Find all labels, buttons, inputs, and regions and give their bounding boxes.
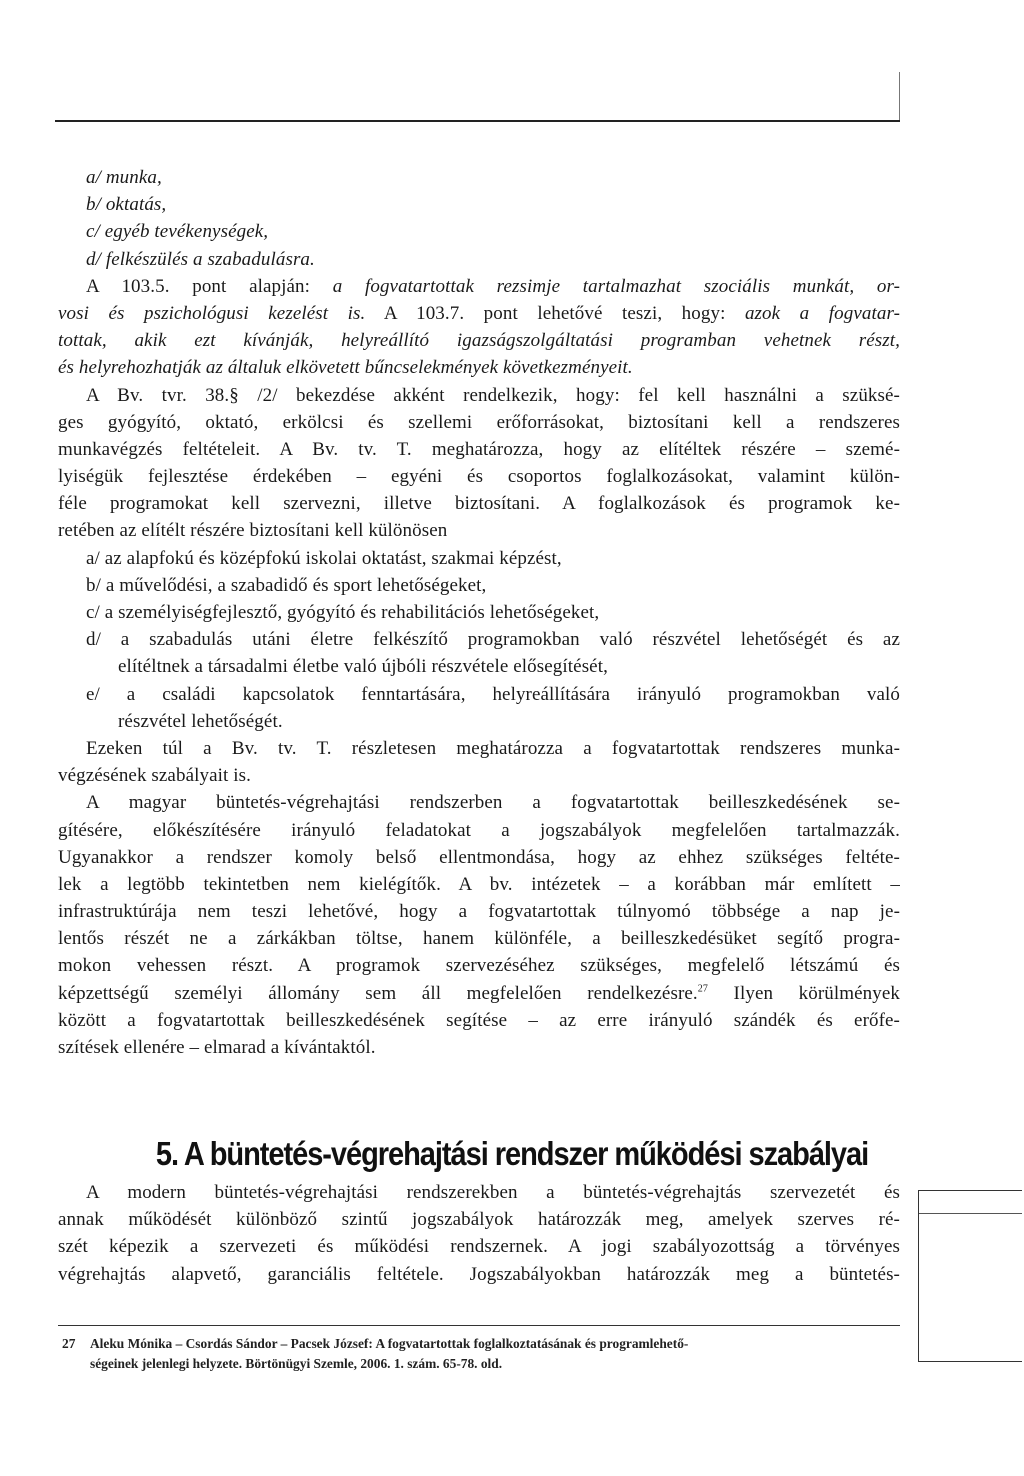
text-line: c/ a személyiségfejlesztő, gyógyító és rehabilitációs lehetőségeket, — [86, 602, 600, 623]
text-line: munkavégzés feltételeit. A Bv. tv. T. meghatározza, hogy az elítéltek részére – szemé- — [58, 438, 900, 460]
section-body-text — [58, 1179, 900, 1288]
text-line: Ezeken túl a Bv. tv. T. részletesen meghatározza a fogvatartottak rendszeres munka- — [86, 737, 900, 759]
body-text — [58, 164, 900, 1061]
text-line: retében az elítélt részére biztosítani kell különösen — [58, 520, 448, 542]
text-line — [58, 300, 900, 327]
text-line: a/ az alapfokú és középfokú iskolai oktatást, szakmai képzést, — [86, 547, 562, 569]
text-line: b/ oktatás, — [86, 194, 167, 216]
section-heading: 5. A büntetés-végrehajtási rendszer működési szabályai — [155, 1135, 869, 1172]
text-line: szítések ellenére – elmarad a kívántaktól. — [58, 1037, 376, 1058]
text-line: féle programokat kell szervezni, illetve biztosítani. A foglalkozások és programok ke- — [58, 493, 900, 515]
text-line: végrehajtás alapvető, garanciális feltétele. Jogszabályokban határozzák meg a büntetés- — [58, 1263, 900, 1285]
footnote — [62, 1334, 900, 1374]
text-line — [58, 354, 900, 381]
footnote-line-1 — [62, 1334, 900, 1354]
text-line: elítéltnek a társadalmi életbe való újbóli részvétele elősegítését, — [118, 656, 608, 678]
text-line: annak működését különböző szintű jogszabályok határozzák meg, amelyek szerves ré- — [58, 1209, 900, 1231]
text-run: tottak, akik ezt kívánják, helyreállító igazságszolgáltatási programban vehetnek részt, — [58, 330, 900, 352]
text-line: d/ felkészülés a szabadulásra. — [86, 248, 315, 270]
text-line: infrastruktúrája nem teszi lehetővé, hogy a fogvatartottak túlnyomó többsége a nap je- — [58, 901, 900, 923]
footnote-ref: 27 — [697, 983, 708, 995]
text-run: A 103.7. pont lehetővé teszi, hogy: — [365, 302, 745, 324]
text-line — [58, 273, 900, 300]
text-run: Ilyen körülmények — [707, 982, 900, 1004]
header-rule — [55, 120, 900, 122]
text-line: A magyar büntetés-végrehajtási rendszerben a fogvatartottak beilleszkedésének se- — [86, 792, 900, 814]
text-line: A Bv. tvr. 38.§ /2/ bekezdése akként rendelkezik, hogy: fel kell használni a szüksé- — [86, 384, 900, 406]
text-line: a/ munka, — [86, 167, 162, 188]
text-run: a fogvatartottak rezsimje tartalmazhat szociális munkát, or- — [332, 275, 900, 297]
text-line: A modern büntetés-végrehajtási rendszerekben a büntetés-végrehajtás szervezetét és — [86, 1182, 900, 1203]
text-run: azok a fogvatar- — [744, 302, 900, 324]
footnote-rule — [58, 1325, 900, 1326]
text-line: b/ a művelődési, a szabadidő és sport lehetőségeket, — [86, 574, 487, 596]
text-line: végzésének szabályait is. — [58, 765, 251, 787]
margin-marker — [899, 72, 900, 120]
text-line: lek a legtöbb tekintetben nem kielégítők. A bv. intézetek – a korábban már említett – — [58, 873, 900, 895]
footnote-line-2: ségeinek jelenlegi helyzete. Börtönügyi Szemle, 2006. 1. szám. 65-78. old. — [90, 1356, 503, 1371]
text-line: e/ a családi kapcsolatok fenntartására, helyreállítására irányuló programokban való — [86, 683, 900, 705]
text-run: vosi és pszichológusi kezelést is. — [58, 302, 366, 324]
text-line: d/ a szabadulás utáni életre felkészítő programokban való részvétel lehetőségét és az — [86, 629, 900, 651]
text-line: lentős részét ne a zárkákban töltse, hanem különféle, a beilleszkedésüket segítő progra- — [58, 928, 900, 950]
text-run: A 103.5. pont alapján: — [86, 275, 333, 297]
text-run: és helyrehozhatják az általuk elkövetett bűncselekmények következményeit. — [58, 357, 633, 379]
text-line — [58, 980, 900, 1007]
footnote-text-1: Aleku Mónika – Csordás Sándor – Pacsek József: A fogvatartottak foglalkoztatásának és programlehető- — [90, 1336, 689, 1351]
text-line: Ugyanakkor a rendszer komoly belső ellentmondása, hogy az ehhez szükséges feltéte- — [58, 846, 900, 868]
text-line: lyiségük fejlesztése érdekében – egyéni és csoportos foglalkozásokat, valamint külön- — [58, 466, 900, 488]
text-line: részvétel lehetőségét. — [118, 710, 283, 732]
footnote-number: 27 — [62, 1336, 76, 1351]
text-run: képzettségű személyi állomány sem áll megfelelően rendelkezésre. — [58, 982, 698, 1004]
text-line: mokon vehessen részt. A programok szervezéséhez szükséges, megfelelő létszámú és — [58, 955, 900, 977]
text-line: gítésére, előkészítésére irányuló feladatokat a jogszabályok megfelelően tartalmazzák. — [58, 819, 900, 841]
side-margin-box — [918, 1190, 1022, 1362]
side-box-divider — [919, 1213, 1022, 1214]
text-line — [58, 327, 900, 354]
text-line: ges gyógyító, oktató, erkölcsi és szellemi erőforrásokat, biztosítani kell a rendszeres — [58, 411, 900, 433]
text-line: között a fogvatartottak beilleszkedésének segítése – az erre irányuló szándék és erőfe- — [58, 1009, 900, 1031]
text-line: c/ egyéb tevékenységek, — [86, 221, 269, 243]
text-line: szét képezik a szervezeti és működési rendszernek. A jogi szabályozottság a törvényes — [58, 1236, 900, 1258]
